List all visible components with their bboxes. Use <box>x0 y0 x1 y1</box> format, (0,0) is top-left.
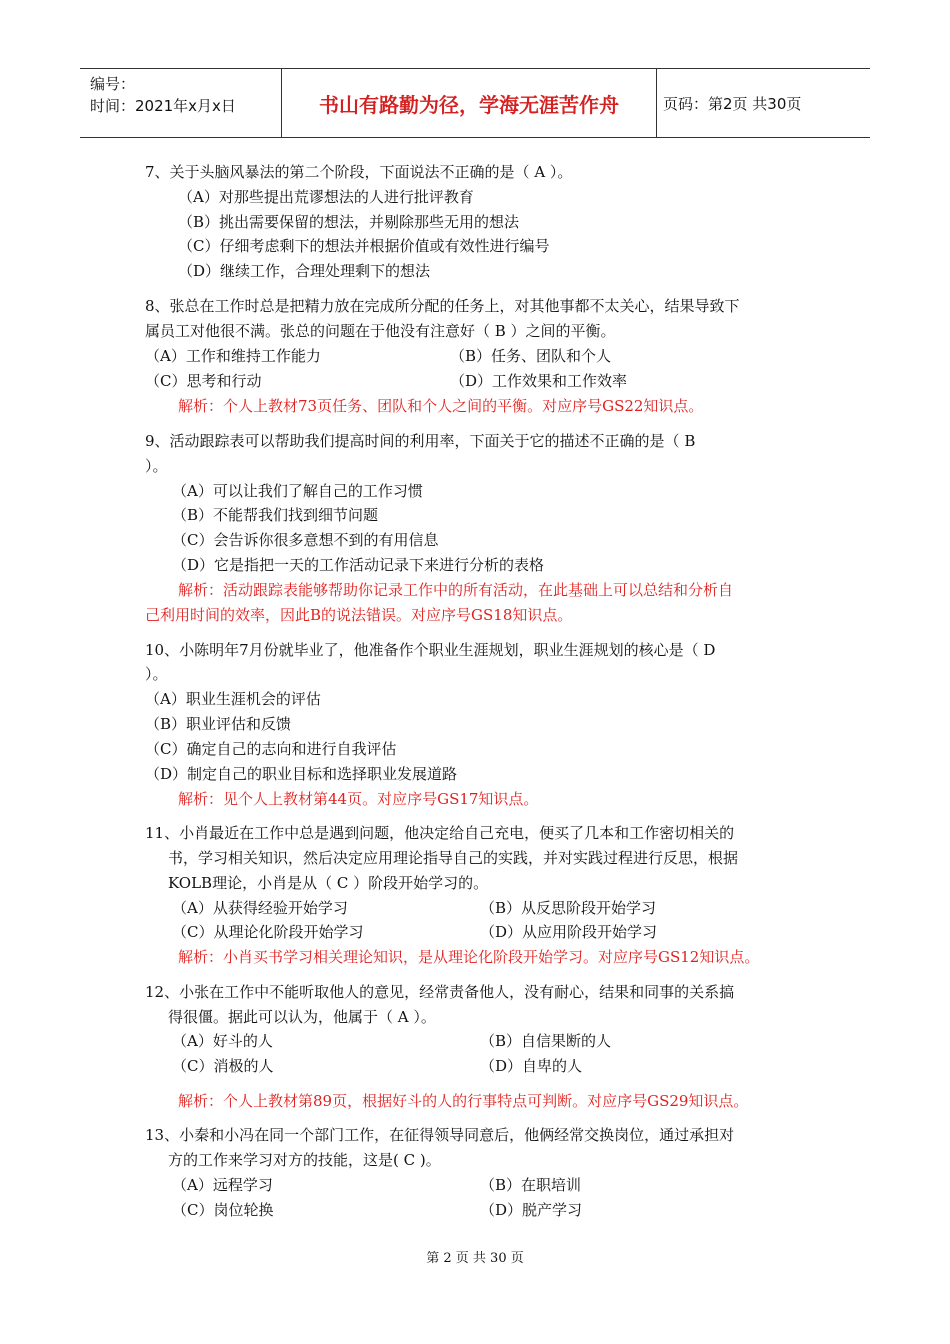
q11-option-b: （B）从反思阶段开始学习 <box>480 899 657 917</box>
q8-option-d: （D）工作效果和工作效率 <box>450 372 628 390</box>
page-footer: 第 2 页 共 30 页 <box>426 1251 524 1266</box>
q11-option-d: （D）从应用阶段开始学习 <box>480 923 658 941</box>
q7-stem: 7、关于头脑风暴法的第二个阶段，下面说法不正确的是（ A ）。 <box>145 163 573 181</box>
q10-option-c: （C）确定自己的志向和进行自我评估 <box>145 740 397 758</box>
q12-option-b: （B）自信果断的人 <box>480 1032 612 1050</box>
q12-option-c: （C）消极的人 <box>172 1057 274 1075</box>
q7-option-b: （B）挑出需要保留的想法，并剔除那些无用的想法 <box>178 213 520 231</box>
q7-option-c: （C）仔细考虑剩下的想法并根据价值或有效性进行编号 <box>178 237 550 255</box>
q8-stem-line2: 属员工对他很不满。张总的问题在于他没有注意好（ B ）之间的平衡。 <box>145 322 616 340</box>
q9-analysis-line2: 己利用时间的效率，因此B的说法错误。对应序号GS18知识点。 <box>145 606 573 624</box>
q10-stem-line1: 10、小陈明年7月份就毕业了，他准备作个职业生涯规划，职业生涯规划的核心是（ D <box>145 641 716 659</box>
q7-option-a: （A）对那些提出荒谬想法的人进行批评教育 <box>178 188 474 206</box>
q7-option-d: （D）继续工作，合理处理剩下的想法 <box>178 262 431 280</box>
q10-analysis: 解析：见个人上教材第44页。对应序号GS17知识点。 <box>178 790 539 808</box>
q12-option-a: （A）好斗的人 <box>172 1032 273 1050</box>
q12-option-d: （D）自卑的人 <box>480 1057 583 1075</box>
q9-option-c: （C）会告诉你很多意想不到的有用信息 <box>172 531 439 549</box>
q8-stem-line1: 8、张总在工作时总是把精力放在完成所分配的任务上，对其他事都不太关心，结果导致下 <box>145 297 740 315</box>
q9-option-d: （D）它是指把一天的工作活动记录下来进行分析的表格 <box>172 556 545 574</box>
q8-option-a: （A）工作和维持工作能力 <box>145 347 321 365</box>
q13-option-a: （A）远程学习 <box>172 1176 273 1194</box>
header-page-info: 页码：第2页 共30页 <box>663 94 802 113</box>
q9-analysis-line1: 解析：活动跟踪表能够帮助你记录工作中的所有活动，在此基础上可以总结和分析自 <box>178 581 734 599</box>
page-header <box>80 68 870 138</box>
q11-analysis: 解析：小肖买书学习相关理论知识，是从理论化阶段开始学习。对应序号GS12知识点。 <box>178 948 760 966</box>
q11-stem-line2: 书，学习相关知识，然后决定应用理论指导自己的实践，并对实践过程进行反思，根据 <box>168 849 739 867</box>
q10-option-a: （A）职业生涯机会的评估 <box>145 690 321 708</box>
q11-stem-line3: KOLB理论，小肖是从（ C ）阶段开始学习的。 <box>168 874 489 892</box>
q9-option-b: （B）不能帮我们找到细节问题 <box>172 506 379 524</box>
q9-option-a: （A）可以让我们了解自己的工作习惯 <box>172 482 423 500</box>
q11-stem-line1: 11、小肖最近在工作中总是遇到问题，他决定给自己充电，便买了几本和工作密切相关的 <box>145 824 735 842</box>
q8-analysis: 解析：个人上教材73页任务、团队和个人之间的平衡。对应序号GS22知识点。 <box>178 397 704 415</box>
q12-stem-line2: 得很僵。据此可以认为，他属于（ A ）。 <box>168 1008 436 1026</box>
q9-stem-line2: ）。 <box>145 457 168 475</box>
q12-stem-line1: 12、小张在工作中不能听取他人的意见，经常责备他人，没有耐心，结果和同事的关系搞 <box>145 983 735 1001</box>
header-meta <box>80 69 282 137</box>
q9-stem-line1: 9、活动跟踪表可以帮助我们提高时间的利用率，下面关于它的描述不正确的是（ B <box>145 432 696 450</box>
q13-option-b: （B）在职培训 <box>480 1176 582 1194</box>
q11-option-c: （C）从理论化阶段开始学习 <box>172 923 364 941</box>
q10-option-d: （D）制定自己的职业目标和选择职业发展道路 <box>145 765 458 783</box>
header-motto: 书山有路勤为径，学海无涯苦作舟 <box>282 69 657 137</box>
q12-analysis: 解析：个人上教材第89页，根据好斗的人的行事特点可判断。对应序号GS29知识点。 <box>178 1092 749 1110</box>
header-date: 时间：2021年x月x日 <box>90 97 236 115</box>
header-code: 编号： <box>90 75 136 93</box>
q10-stem-line2: ）。 <box>145 665 168 683</box>
q13-option-c: （C）岗位轮换 <box>172 1201 274 1219</box>
q13-option-d: （D）脱产学习 <box>480 1201 583 1219</box>
q11-option-a: （A）从获得经验开始学习 <box>172 899 348 917</box>
q10-option-b: （B）职业评估和反馈 <box>145 715 292 733</box>
q8-option-b: （B）任务、团队和个人 <box>450 347 612 365</box>
q13-stem-line1: 13、小秦和小冯在同一个部门工作，在征得领导同意后，他俩经常交换岗位，通过承担对 <box>145 1126 735 1144</box>
q8-option-c: （C）思考和行动 <box>145 372 262 390</box>
q13-stem-line2: 方的工作来学习对方的技能，这是( C )。 <box>168 1151 441 1169</box>
